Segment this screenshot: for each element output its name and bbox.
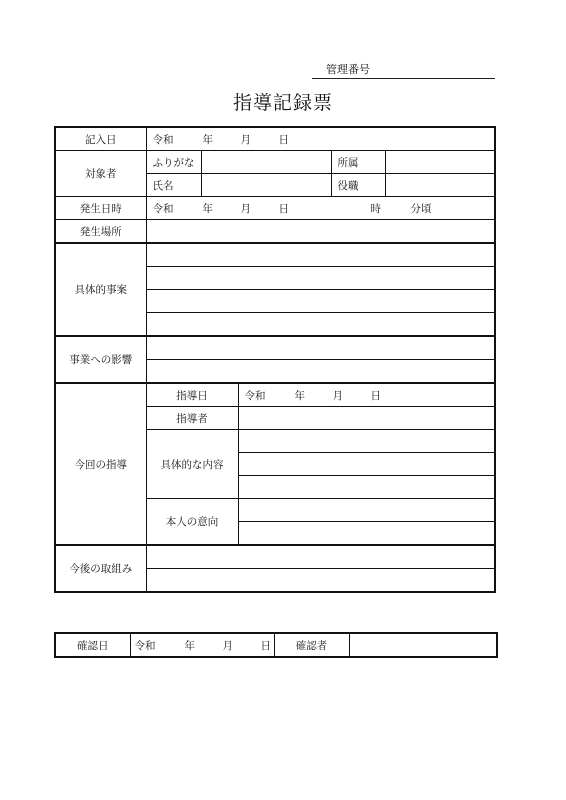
- future-line[interactable]: [146, 569, 495, 593]
- guidance-date-field[interactable]: [238, 383, 495, 407]
- guidance-date-label: 指導日: [146, 383, 238, 407]
- month-text: 月: [240, 202, 251, 215]
- name-label: 氏名: [146, 174, 201, 197]
- subject-label: 対象者: [55, 151, 146, 197]
- position-field[interactable]: [385, 174, 495, 197]
- content-line[interactable]: [238, 476, 495, 499]
- year-text: 年: [294, 389, 305, 402]
- furigana-field[interactable]: [201, 151, 331, 174]
- entry-date-label: 記入日: [55, 127, 146, 151]
- year-text: 年: [202, 202, 213, 215]
- intent-line[interactable]: [238, 522, 495, 546]
- guidance-by-field[interactable]: [238, 407, 495, 430]
- month-text: 月: [332, 389, 343, 402]
- intent-label: 本人の意向: [146, 499, 238, 546]
- facts-line[interactable]: [146, 290, 495, 313]
- content-line[interactable]: [238, 453, 495, 476]
- year-text: 年: [202, 133, 213, 146]
- intent-line[interactable]: [238, 499, 495, 522]
- confirmer-field[interactable]: [349, 633, 497, 657]
- confirm-date-field[interactable]: [130, 633, 274, 657]
- impact-line[interactable]: [146, 336, 495, 360]
- day-text: 日: [260, 639, 271, 652]
- future-label: 今後の取組み: [55, 545, 146, 592]
- facts-label: 具体的事案: [55, 243, 146, 336]
- month-text: 月: [222, 639, 233, 652]
- content-label: 具体的な内容: [146, 430, 238, 499]
- era-text: 令和: [244, 389, 266, 402]
- future-line[interactable]: [146, 545, 495, 569]
- year-text: 年: [184, 639, 195, 652]
- confirm-date-label: 確認日: [55, 633, 130, 657]
- guidance-by-label: 指導者: [146, 407, 238, 430]
- position-label: 役職: [331, 174, 385, 197]
- era-text: 令和: [134, 639, 156, 652]
- era-text: 令和: [152, 202, 174, 215]
- day-text: 日: [370, 389, 381, 402]
- facts-line[interactable]: [146, 313, 495, 337]
- occurrence-datetime-label: 発生日時: [55, 197, 146, 220]
- facts-line[interactable]: [146, 243, 495, 267]
- occurrence-datetime-field[interactable]: [146, 197, 495, 220]
- content-line[interactable]: [238, 430, 495, 453]
- entry-date-field[interactable]: [146, 127, 495, 151]
- affiliation-label: 所属: [331, 151, 385, 174]
- day-text: 日: [278, 133, 289, 146]
- confirmer-label: 確認者: [274, 633, 349, 657]
- guidance-label: 今回の指導: [55, 383, 146, 545]
- page-title: 指導記録票: [232, 92, 333, 114]
- confirmation-table: [54, 632, 498, 658]
- impact-label: 事業への影響: [55, 336, 146, 383]
- day-text: 日: [278, 202, 289, 215]
- affiliation-field[interactable]: [385, 151, 495, 174]
- hour-text: 時: [370, 202, 381, 215]
- facts-line[interactable]: [146, 267, 495, 290]
- month-text: 月: [240, 133, 251, 146]
- record-form: [54, 126, 496, 593]
- era-text: 令和: [152, 133, 174, 146]
- place-field[interactable]: [146, 220, 495, 244]
- impact-line[interactable]: [146, 360, 495, 384]
- minute-text: 分頃: [410, 202, 432, 215]
- management-number-field[interactable]: [312, 60, 495, 79]
- name-field[interactable]: [201, 174, 331, 197]
- management-number-label: 管理番号: [326, 63, 370, 76]
- furigana-label: ふりがな: [146, 151, 201, 174]
- place-label: 発生場所: [55, 220, 146, 244]
